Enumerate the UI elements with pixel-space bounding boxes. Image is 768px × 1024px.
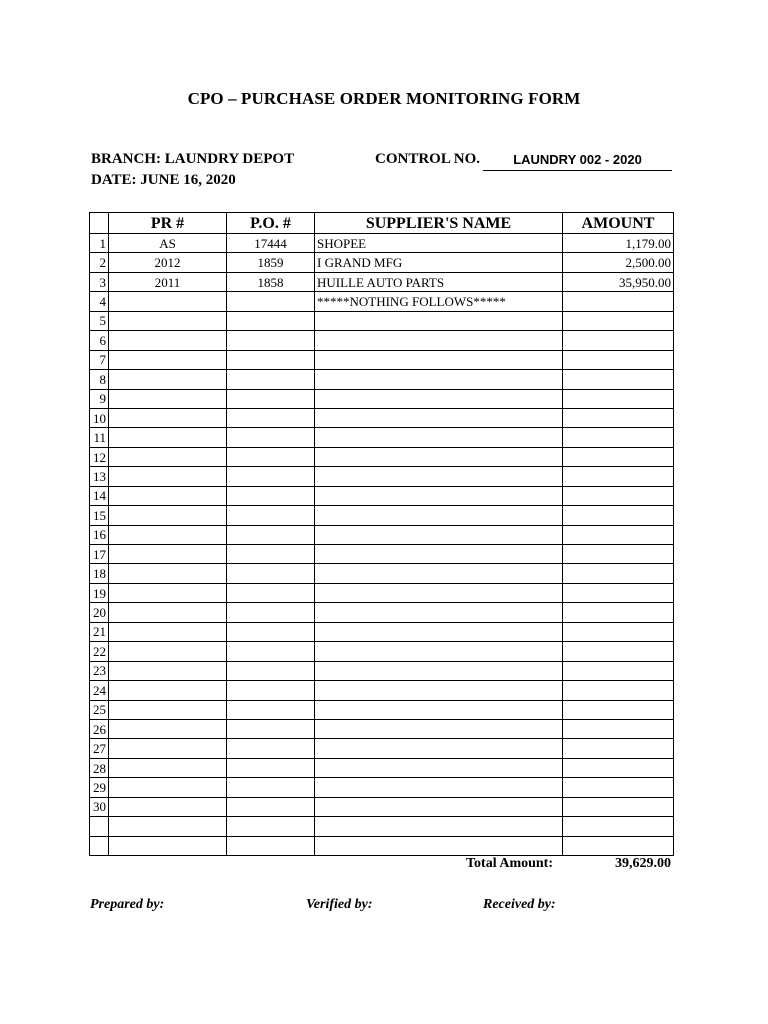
supplier-cell bbox=[315, 758, 563, 777]
supplier-cell bbox=[315, 836, 563, 855]
row-number-cell: 10 bbox=[90, 408, 109, 427]
table-row bbox=[90, 389, 674, 408]
pr-cell bbox=[109, 817, 227, 836]
supplier-cell bbox=[315, 681, 563, 700]
pr-cell bbox=[109, 311, 227, 330]
amount-cell: 1,179.00 bbox=[563, 234, 674, 253]
table-row bbox=[90, 292, 674, 311]
amount-cell bbox=[563, 661, 674, 680]
row-number-cell: 4 bbox=[90, 292, 109, 311]
supplier-cell: SHOPEE bbox=[315, 234, 563, 253]
table-row bbox=[90, 253, 674, 272]
table-row bbox=[90, 778, 674, 797]
amount-cell bbox=[563, 447, 674, 466]
amount-cell: 35,950.00 bbox=[563, 272, 674, 291]
po-cell bbox=[227, 389, 315, 408]
amount-cell bbox=[563, 797, 674, 816]
table-header-row bbox=[90, 213, 674, 234]
table-row bbox=[90, 525, 674, 544]
row-number-cell: 27 bbox=[90, 739, 109, 758]
amount-cell: 2,500.00 bbox=[563, 253, 674, 272]
amount-cell bbox=[563, 836, 674, 855]
po-cell bbox=[227, 506, 315, 525]
supplier-cell bbox=[315, 311, 563, 330]
supplier-cell bbox=[315, 506, 563, 525]
table-row bbox=[90, 603, 674, 622]
table-row bbox=[90, 564, 674, 583]
row-number-cell bbox=[90, 817, 109, 836]
table-row bbox=[90, 817, 674, 836]
po-cell bbox=[227, 758, 315, 777]
supplier-cell bbox=[315, 350, 563, 369]
supplier-cell bbox=[315, 817, 563, 836]
po-cell bbox=[227, 545, 315, 564]
pr-cell bbox=[109, 408, 227, 427]
row-number-cell: 30 bbox=[90, 797, 109, 816]
pr-cell bbox=[109, 642, 227, 661]
row-number-cell: 13 bbox=[90, 467, 109, 486]
pr-cell: 2011 bbox=[109, 272, 227, 291]
table-row bbox=[90, 428, 674, 447]
row-number-cell: 3 bbox=[90, 272, 109, 291]
pr-cell bbox=[109, 331, 227, 350]
po-cell bbox=[227, 292, 315, 311]
po-cell: 1859 bbox=[227, 253, 315, 272]
row-number-cell: 28 bbox=[90, 758, 109, 777]
row-number-cell: 23 bbox=[90, 661, 109, 680]
pr-cell bbox=[109, 797, 227, 816]
table-row bbox=[90, 506, 674, 525]
date-label: DATE: JUNE 16, 2020 bbox=[91, 172, 236, 188]
amount-cell bbox=[563, 739, 674, 758]
amount-cell bbox=[563, 583, 674, 602]
pr-cell bbox=[109, 564, 227, 583]
pr-cell bbox=[109, 739, 227, 758]
table-row bbox=[90, 700, 674, 719]
pr-cell bbox=[109, 525, 227, 544]
pr-cell bbox=[109, 350, 227, 369]
header-pr: PR # bbox=[109, 213, 227, 234]
control-no-value: LAUNDRY 002 - 2020 bbox=[483, 150, 672, 171]
po-cell bbox=[227, 681, 315, 700]
po-cell bbox=[227, 719, 315, 738]
pr-cell: 2012 bbox=[109, 253, 227, 272]
row-number-cell: 21 bbox=[90, 622, 109, 641]
amount-cell bbox=[563, 525, 674, 544]
supplier-cell bbox=[315, 642, 563, 661]
form-title: CPO – PURCHASE ORDER MONITORING FORM bbox=[187, 89, 581, 108]
po-cell bbox=[227, 564, 315, 583]
amount-cell bbox=[563, 311, 674, 330]
pr-cell bbox=[109, 545, 227, 564]
pr-cell bbox=[109, 758, 227, 777]
amount-cell bbox=[563, 331, 674, 350]
prepared-by-label: Prepared by: bbox=[90, 897, 165, 912]
supplier-cell bbox=[315, 564, 563, 583]
pr-cell bbox=[109, 719, 227, 738]
pr-cell bbox=[109, 681, 227, 700]
supplier-cell bbox=[315, 486, 563, 505]
amount-cell bbox=[563, 428, 674, 447]
po-cell bbox=[227, 836, 315, 855]
po-cell bbox=[227, 739, 315, 758]
supplier-cell bbox=[315, 797, 563, 816]
po-cell bbox=[227, 797, 315, 816]
verified-by-label: Verified by: bbox=[306, 897, 373, 912]
supplier-cell bbox=[315, 622, 563, 641]
supplier-cell bbox=[315, 603, 563, 622]
table-row bbox=[90, 234, 674, 253]
supplier-cell bbox=[315, 525, 563, 544]
row-number-cell: 6 bbox=[90, 331, 109, 350]
header-po: P.O. # bbox=[227, 213, 315, 234]
supplier-cell bbox=[315, 778, 563, 797]
pr-cell bbox=[109, 603, 227, 622]
amount-cell bbox=[563, 389, 674, 408]
po-cell bbox=[227, 486, 315, 505]
po-cell: 1858 bbox=[227, 272, 315, 291]
row-number-cell: 22 bbox=[90, 642, 109, 661]
total-amount-label: Total Amount: bbox=[466, 856, 554, 871]
amount-cell bbox=[563, 681, 674, 700]
amount-cell bbox=[563, 564, 674, 583]
po-cell bbox=[227, 350, 315, 369]
po-cell bbox=[227, 525, 315, 544]
supplier-cell bbox=[315, 583, 563, 602]
supplier-cell bbox=[315, 739, 563, 758]
row-number-cell: 7 bbox=[90, 350, 109, 369]
row-number-cell: 19 bbox=[90, 583, 109, 602]
amount-cell bbox=[563, 350, 674, 369]
pr-cell bbox=[109, 661, 227, 680]
table-row bbox=[90, 661, 674, 680]
row-number-cell: 12 bbox=[90, 447, 109, 466]
table-row bbox=[90, 486, 674, 505]
row-number-cell: 8 bbox=[90, 370, 109, 389]
amount-cell bbox=[563, 370, 674, 389]
pr-cell bbox=[109, 622, 227, 641]
row-number-cell: 25 bbox=[90, 700, 109, 719]
supplier-cell: *****NOTHING FOLLOWS***** bbox=[315, 292, 563, 311]
po-cell bbox=[227, 331, 315, 350]
po-cell bbox=[227, 428, 315, 447]
pr-cell: AS bbox=[109, 234, 227, 253]
pr-cell bbox=[109, 836, 227, 855]
table-row bbox=[90, 739, 674, 758]
supplier-cell bbox=[315, 370, 563, 389]
table-row bbox=[90, 467, 674, 486]
pr-cell bbox=[109, 292, 227, 311]
purchase-order-table bbox=[89, 212, 674, 856]
supplier-cell bbox=[315, 661, 563, 680]
pr-cell bbox=[109, 583, 227, 602]
pr-cell bbox=[109, 700, 227, 719]
pr-cell bbox=[109, 486, 227, 505]
po-cell bbox=[227, 311, 315, 330]
row-number-cell: 16 bbox=[90, 525, 109, 544]
po-cell bbox=[227, 661, 315, 680]
po-cell bbox=[227, 700, 315, 719]
table-row bbox=[90, 758, 674, 777]
amount-cell bbox=[563, 642, 674, 661]
amount-cell bbox=[563, 545, 674, 564]
amount-cell bbox=[563, 719, 674, 738]
table-row bbox=[90, 797, 674, 816]
row-number-cell: 24 bbox=[90, 681, 109, 700]
row-number-cell: 14 bbox=[90, 486, 109, 505]
row-number-cell: 5 bbox=[90, 311, 109, 330]
supplier-cell: HUILLE AUTO PARTS bbox=[315, 272, 563, 291]
po-cell bbox=[227, 778, 315, 797]
pr-cell bbox=[109, 389, 227, 408]
row-number-cell: 20 bbox=[90, 603, 109, 622]
pr-cell bbox=[109, 447, 227, 466]
po-cell bbox=[227, 408, 315, 427]
supplier-cell bbox=[315, 545, 563, 564]
po-cell bbox=[227, 622, 315, 641]
table-row bbox=[90, 642, 674, 661]
po-cell bbox=[227, 603, 315, 622]
po-cell: 17444 bbox=[227, 234, 315, 253]
amount-cell bbox=[563, 622, 674, 641]
supplier-cell: I GRAND MFG bbox=[315, 253, 563, 272]
table-row bbox=[90, 836, 674, 855]
amount-cell bbox=[563, 700, 674, 719]
total-amount-value: 39,629.00 bbox=[615, 856, 671, 871]
po-cell bbox=[227, 583, 315, 602]
pr-cell bbox=[109, 428, 227, 447]
table-row bbox=[90, 681, 674, 700]
amount-cell bbox=[563, 408, 674, 427]
row-number-cell: 29 bbox=[90, 778, 109, 797]
amount-cell bbox=[563, 758, 674, 777]
row-number-cell: 26 bbox=[90, 719, 109, 738]
po-cell bbox=[227, 467, 315, 486]
supplier-cell bbox=[315, 428, 563, 447]
table-row bbox=[90, 350, 674, 369]
pr-cell bbox=[109, 467, 227, 486]
supplier-cell bbox=[315, 447, 563, 466]
table-row bbox=[90, 719, 674, 738]
table-row bbox=[90, 447, 674, 466]
row-number-cell: 11 bbox=[90, 428, 109, 447]
amount-cell bbox=[563, 486, 674, 505]
po-cell bbox=[227, 447, 315, 466]
table-row bbox=[90, 370, 674, 389]
row-number-cell: 17 bbox=[90, 545, 109, 564]
table-row bbox=[90, 622, 674, 641]
po-cell bbox=[227, 817, 315, 836]
supplier-cell bbox=[315, 700, 563, 719]
amount-cell bbox=[563, 292, 674, 311]
pr-cell bbox=[109, 370, 227, 389]
row-number-cell: 18 bbox=[90, 564, 109, 583]
table-row bbox=[90, 331, 674, 350]
row-number-cell: 2 bbox=[90, 253, 109, 272]
received-by-label: Received by: bbox=[483, 897, 556, 912]
header-amount: AMOUNT bbox=[563, 213, 674, 234]
amount-cell bbox=[563, 778, 674, 797]
control-no-label: CONTROL NO. bbox=[375, 151, 481, 167]
po-cell bbox=[227, 370, 315, 389]
amount-cell bbox=[563, 817, 674, 836]
supplier-cell bbox=[315, 719, 563, 738]
row-number-cell bbox=[90, 836, 109, 855]
table-row bbox=[90, 583, 674, 602]
row-number-cell: 15 bbox=[90, 506, 109, 525]
branch-label: BRANCH: LAUNDRY DEPOT bbox=[91, 151, 295, 167]
row-number-cell: 9 bbox=[90, 389, 109, 408]
header-supplier: SUPPLIER'S NAME bbox=[315, 213, 563, 234]
amount-cell bbox=[563, 603, 674, 622]
header-row-number bbox=[90, 213, 109, 234]
pr-cell bbox=[109, 778, 227, 797]
supplier-cell bbox=[315, 467, 563, 486]
po-cell bbox=[227, 642, 315, 661]
table-row bbox=[90, 545, 674, 564]
row-number-cell: 1 bbox=[90, 234, 109, 253]
table-row bbox=[90, 311, 674, 330]
supplier-cell bbox=[315, 389, 563, 408]
table-row bbox=[90, 272, 674, 291]
pr-cell bbox=[109, 506, 227, 525]
supplier-cell bbox=[315, 408, 563, 427]
table-row bbox=[90, 408, 674, 427]
amount-cell bbox=[563, 467, 674, 486]
amount-cell bbox=[563, 506, 674, 525]
supplier-cell bbox=[315, 331, 563, 350]
